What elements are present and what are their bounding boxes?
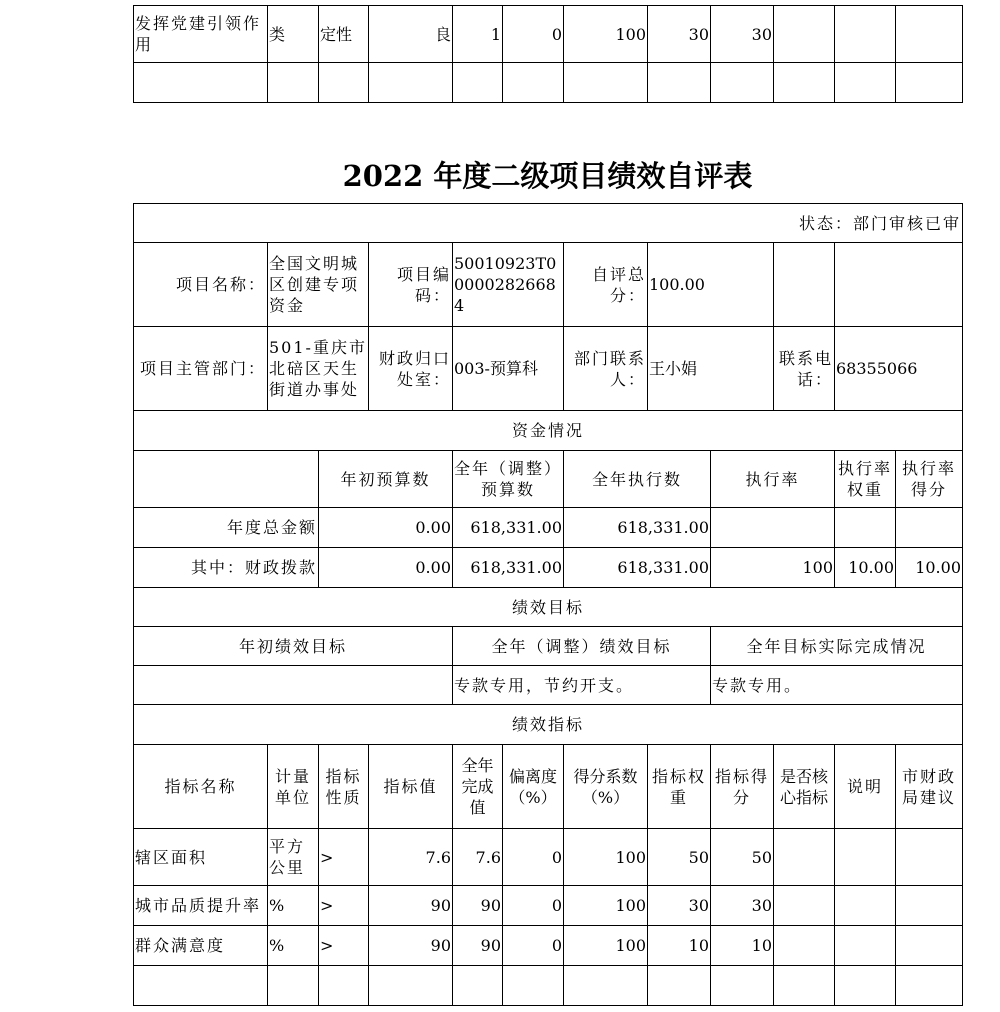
unit-cell: % <box>268 886 319 926</box>
nature-header: 指标性质 <box>319 745 369 829</box>
initial-goal-header: 年初绩效目标 <box>134 627 453 666</box>
goals-section-header: 绩效目标 <box>134 588 963 627</box>
suggestion-cell <box>896 829 963 886</box>
project-name-value: 全国文明城区创建专项资金 <box>268 243 369 327</box>
core-cell <box>774 6 835 63</box>
unit-cell: 平方公里 <box>268 829 319 886</box>
empty-cell <box>503 63 564 103</box>
funds-row-label: 年度总金额 <box>134 508 319 548</box>
exec-rate-value: 100 <box>711 548 835 588</box>
adjusted-budget-value: 618,331.00 <box>453 508 564 548</box>
empty-cell <box>564 966 648 1006</box>
contact-label: 部门联系人： <box>564 327 648 411</box>
phone-value: 68355066 <box>835 327 963 411</box>
empty-cell <box>369 966 453 1006</box>
indicator-name-cell: 辖区面积 <box>134 829 268 886</box>
note-cell <box>835 926 896 966</box>
coefficient-header: 得分系数（%） <box>564 745 648 829</box>
value-cell: 良 <box>369 6 453 63</box>
unit-cell: % <box>268 926 319 966</box>
suggestion-header: 市财政局建议 <box>896 745 963 829</box>
unit-cell: 类 <box>268 6 319 63</box>
deviation-cell: 0 <box>503 829 564 886</box>
empty-cell <box>268 63 319 103</box>
empty-cell <box>319 966 369 1006</box>
table-row <box>134 508 963 548</box>
table-row <box>134 829 963 886</box>
table-row <box>134 6 963 63</box>
empty-cell <box>774 966 835 1006</box>
actual-goal-header: 全年目标实际完成情况 <box>711 627 963 666</box>
core-cell <box>774 926 835 966</box>
suggestion-cell <box>896 926 963 966</box>
table-row <box>134 204 963 243</box>
exec-score-value: 10.00 <box>896 548 963 588</box>
initial-budget-value: 0.00 <box>319 548 453 588</box>
completed-cell: 7.6 <box>453 829 503 886</box>
note-cell <box>835 6 896 63</box>
coefficient-cell: 100 <box>564 886 648 926</box>
target-value-cell: 90 <box>369 926 453 966</box>
empty-cell <box>319 63 369 103</box>
finance-label: 财政归口处室： <box>369 327 453 411</box>
core-cell <box>774 829 835 886</box>
initial-goal-value <box>134 666 453 705</box>
contact-value: 王小娟 <box>648 327 774 411</box>
table-row <box>134 966 963 1006</box>
table-row <box>134 666 963 705</box>
exec-rate-header: 执行率 <box>711 451 835 508</box>
score-cell: 30 <box>711 6 774 63</box>
table-row <box>134 745 963 829</box>
nature-cell: > <box>319 829 369 886</box>
coefficient-cell: 100 <box>564 926 648 966</box>
project-code-value: 50010923T000002826684 <box>453 243 564 327</box>
note-cell <box>835 886 896 926</box>
nature-cell: 定性 <box>319 6 369 63</box>
table-row <box>134 451 963 508</box>
score-cell: 50 <box>711 829 774 886</box>
adjusted-goal-value: 专款专用，节约开支。 <box>453 666 711 705</box>
score-cell: 10 <box>711 926 774 966</box>
indicators-section-header: 绩效指标 <box>134 705 963 745</box>
empty-cell <box>774 243 835 327</box>
deviation-cell: 0 <box>503 6 564 63</box>
empty-cell <box>134 966 268 1006</box>
suggestion-cell <box>896 6 963 63</box>
phone-label: 联系电话： <box>774 327 835 411</box>
table-row <box>134 705 963 745</box>
target-value-header: 指标值 <box>369 745 453 829</box>
funds-row-label: 其中：财政拨款 <box>134 548 319 588</box>
core-cell <box>774 886 835 926</box>
note-header: 说明 <box>835 745 896 829</box>
table-row <box>134 926 963 966</box>
exec-score-value <box>896 508 963 548</box>
indicator-score-header: 指标得分 <box>711 745 774 829</box>
coefficient-cell: 100 <box>564 829 648 886</box>
empty-cell <box>564 63 648 103</box>
table-row <box>134 63 963 103</box>
indicator-name-header: 指标名称 <box>134 745 268 829</box>
weight-cell: 10 <box>648 926 711 966</box>
nature-cell: > <box>319 886 369 926</box>
exec-rate-value <box>711 508 835 548</box>
deviation-cell: 0 <box>503 886 564 926</box>
table-row <box>134 243 963 327</box>
indicator-name-cell: 群众满意度 <box>134 926 268 966</box>
note-cell <box>835 829 896 886</box>
executed-value: 618,331.00 <box>564 508 711 548</box>
adjusted-goal-header: 全年（调整）绩效目标 <box>453 627 711 666</box>
self-evaluation-table <box>133 203 963 1006</box>
weight-cell: 30 <box>648 886 711 926</box>
status-badge: 状态：部门审核已审 <box>134 204 963 243</box>
target-value-cell: 7.6 <box>369 829 453 886</box>
project-code-label: 项目编码： <box>369 243 453 327</box>
weight-cell: 30 <box>648 6 711 63</box>
exec-weight-value <box>835 508 896 548</box>
deviation-header: 偏离度（%） <box>503 745 564 829</box>
unit-header: 计量单位 <box>268 745 319 829</box>
empty-cell <box>453 63 503 103</box>
empty-cell <box>835 243 963 327</box>
empty-cell <box>896 63 963 103</box>
completed-header: 全年完成值 <box>453 745 503 829</box>
indicator-name-cell: 发挥党建引领作用 <box>134 6 268 63</box>
table-row <box>134 886 963 926</box>
table-row <box>134 548 963 588</box>
adjusted-budget-header: 全年（调整）预算数 <box>453 451 564 508</box>
empty-cell <box>648 966 711 1006</box>
initial-budget-value: 0.00 <box>319 508 453 548</box>
deviation-cell: 0 <box>503 926 564 966</box>
weight-header: 指标权重 <box>648 745 711 829</box>
executed-value: 618,331.00 <box>564 548 711 588</box>
exec-weight-header: 执行率权重 <box>835 451 896 508</box>
actual-goal-value: 专款专用。 <box>711 666 963 705</box>
indicator-name-cell: 城市品质提升率 <box>134 886 268 926</box>
exec-weight-value: 10.00 <box>835 548 896 588</box>
finance-value: 003-预算科 <box>453 327 564 411</box>
project-name-label: 项目名称： <box>134 243 268 327</box>
score-label: 自评总分： <box>564 243 648 327</box>
empty-cell <box>835 63 896 103</box>
initial-budget-header: 年初预算数 <box>319 451 453 508</box>
executed-header: 全年执行数 <box>564 451 711 508</box>
empty-cell <box>453 966 503 1006</box>
table-row <box>134 327 963 411</box>
empty-cell <box>896 966 963 1006</box>
suggestion-cell <box>896 886 963 926</box>
empty-cell <box>711 63 774 103</box>
empty-cell <box>268 966 319 1006</box>
empty-cell <box>835 966 896 1006</box>
coefficient-cell: 100 <box>564 6 648 63</box>
completed-cell: 90 <box>453 886 503 926</box>
adjusted-budget-value: 618,331.00 <box>453 548 564 588</box>
empty-cell <box>711 966 774 1006</box>
empty-cell <box>648 63 711 103</box>
completed-cell: 1 <box>453 6 503 63</box>
empty-cell <box>134 63 268 103</box>
score-value: 100.00 <box>648 243 774 327</box>
nature-cell: > <box>319 926 369 966</box>
completed-cell: 90 <box>453 926 503 966</box>
previous-indicator-table <box>133 5 963 103</box>
target-value-cell: 90 <box>369 886 453 926</box>
dept-value: 501-重庆市北碚区天生街道办事处 <box>268 327 369 411</box>
empty-cell <box>369 63 453 103</box>
dept-label: 项目主管部门： <box>134 327 268 411</box>
empty-cell <box>134 451 319 508</box>
core-indicator-header: 是否核心指标 <box>774 745 835 829</box>
empty-cell <box>774 63 835 103</box>
table-row <box>134 627 963 666</box>
exec-score-header: 执行率得分 <box>896 451 963 508</box>
empty-cell <box>503 966 564 1006</box>
score-cell: 30 <box>711 886 774 926</box>
weight-cell: 50 <box>648 829 711 886</box>
table-row <box>134 588 963 627</box>
table-row <box>134 411 963 451</box>
funds-section-header: 资金情况 <box>134 411 963 451</box>
page-title: 2022 年度二级项目绩效自评表 <box>342 159 753 193</box>
